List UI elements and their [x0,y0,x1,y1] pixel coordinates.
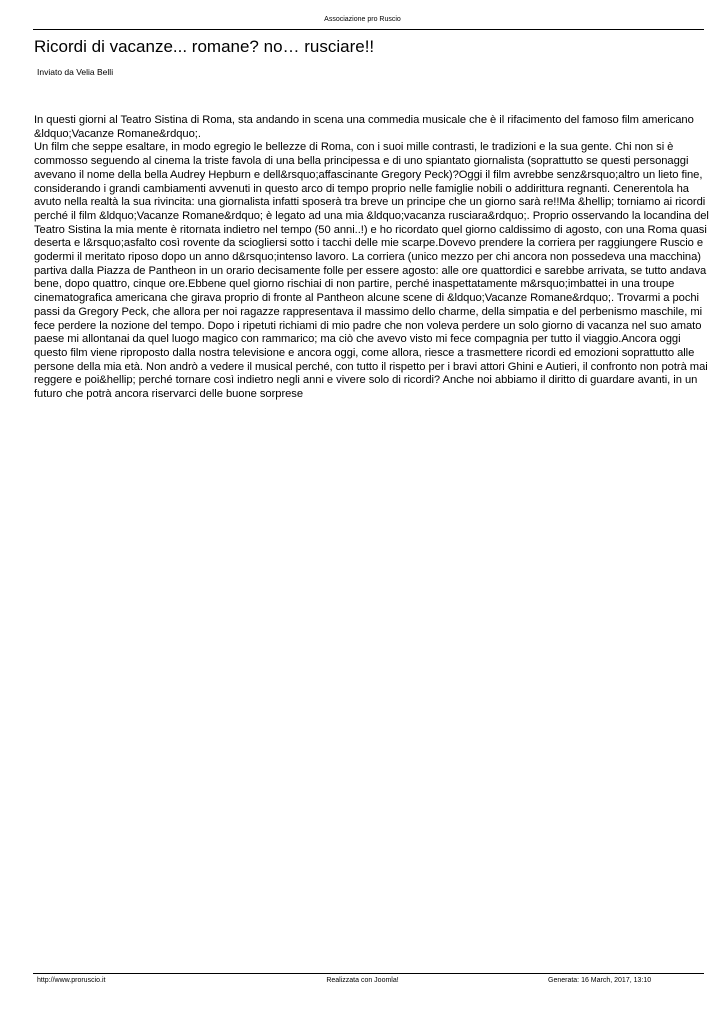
footer-generated-date: Generata: 16 March, 2017, 13:10 [548,977,652,984]
article-author: Inviato da Velia Belli [37,67,114,77]
page-header-site-name: Associazione pro Ruscio [324,16,401,23]
article-title: Ricordi di vacanze... romane? no… rusciare!! [34,37,375,56]
footer-site-url: http://www.proruscio.it [37,977,106,984]
footer-divider [33,973,704,974]
article-paragraph-intro: In questi giorni al Teatro Sistina di Roma, sta andando in scena una commedia musicale che è il rifacimento del famoso film americano &ldquo;Vacanze Romane&rdquo;. [34,114,694,140]
article-paragraph-main: Un film che seppe esaltare, in modo egregio le bellezze di Roma, con i suoi mille contrasti, le tradizioni e la sua gente. Chi non si è commosso seguendo al cinema la triste favola di una bella principessa e di uno spiantato giornalista (soprattutto se questi personaggi avevano il nome della bella Audrey Hepburn e dell&rsquo;affascinante Gregory Peck)?Oggi il film avrebbe senz&rsquo;altro un lieto fine, considerando i grandi cambiamenti avvenuti in questo arco di tempo proprio nelle famiglie nobili o addirittura regnanti. Cenerentola ha avuto nella realtà la sua rivincita: una giornalista infatti sposerà tra breve un principe che un giorno sarà re!!Ma &hellip; torniamo ai ricordi perché il film &ldquo;Vacanze Romane&rdquo; è legato ad una mia &ldquo;vacanza rusciara&rdquo;. Proprio osservando la locandina del Teatro Sistina la mia mente è ritornata indietro nel tempo (50 anni..!) e ho ricordato quel giorno caldissimo di agosto, con una Roma quasi deserta e l&rsquo;asfalto così rovente da sciogliersi sotto i tacchi delle mie scarpe.Dovevo prendere la corriera per raggiungere Ruscio e godermi il meritato riposo dopo un anno d&rsquo;intenso lavoro. La corriera (unico mezzo per chi ancora non possedeva una macchina) partiva dalla Piazza de Pantheon in un orario decisamente folle per essere agosto: alle ore quattordici e sarebbe arrivata, se tutto andava bene, dopo quattro, cinque ore.Ebbene quel giorno rischiai di non partire, perché inaspettatamente m&rsquo;imbattei in una troupe cinematografica americana che girava proprio di fronte al Pantheon alcune scene di &ldquo;Vacanze Romane&rdquo;. Trovarmi a pochi passi da Gregory Peck, che allora per noi ragazze rappresentava il massimo dello charme, della simpatia e del perbenismo maschile, mi fece perdere la nozione del tempo. Dopo i ripetuti richiami di mio padre che non voleva perdere un solo giorno di vacanza nel suo amato paese mi allontanai da quel luogo magico con rammarico; ma ciò che avevo visto mi fece compagnia per tutto il viaggio.Ancora oggi questo film viene riproposto dalla nostra televisione e ancora oggi, come allora, riesce a trasmettere ricordi ed emozioni soprattutto alle persone della mia età. Non andrò a vedere il musical perché, con tutto il rispetto per i bravi attori Ghini e Autieri, il confronto non potrà mai reggere e poi&hellip; perché tornare così indietro negli anni e vivere solo di ricordi? Anche noi abbiamo il diritto di guardare avanti, in un futuro che potrà ancora riservarci delle buone sorprese [34,141,709,401]
article-body [34,114,710,402]
header-divider [33,29,704,30]
footer-credit: Realizzata con Joomla! [326,977,399,984]
